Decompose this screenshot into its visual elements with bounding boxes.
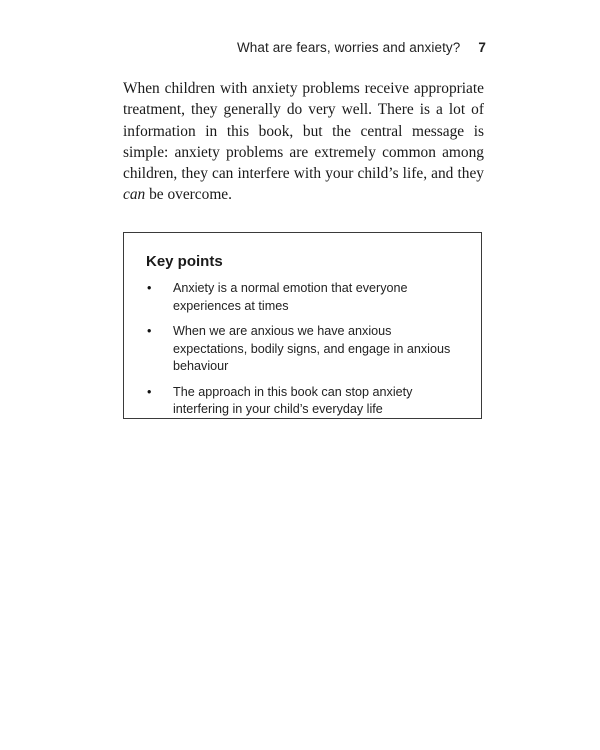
key-point-item <box>146 384 466 419</box>
bullet-icon: • <box>147 384 152 399</box>
key-point-text: The approach in this book can stop anxiety interfering in your child’s everyday life <box>173 384 413 416</box>
body-text-end: be overcome. <box>145 186 232 204</box>
key-point-text: Anxiety is a normal emotion that everyone experiences at times <box>173 281 408 313</box>
page-number: 7 <box>478 40 486 55</box>
running-head <box>237 40 486 55</box>
key-point-item <box>146 323 466 376</box>
body-paragraph <box>123 78 484 206</box>
key-points-box <box>123 232 482 419</box>
bullet-icon: • <box>147 324 152 338</box>
running-head-title: What are fears, worries and anxiety? <box>236 40 461 55</box>
key-points-title: Key points <box>146 253 223 270</box>
body-text-emphasis: can <box>123 186 146 204</box>
body-text-main: When children with anxiety problems receive appropriate treatment, they generally do very well. There is a lot of information in this book, but the central message is simple: anxiety problems are extremely common among children, they can interfere with your child’s life, and they <box>123 80 484 183</box>
key-point-item <box>146 280 466 315</box>
key-point-text: When we are anxious we have anxious expectations, bodily signs, and engage in anxious behaviour <box>173 324 451 373</box>
bullet-icon: • <box>147 281 152 295</box>
key-points-list <box>146 280 466 427</box>
